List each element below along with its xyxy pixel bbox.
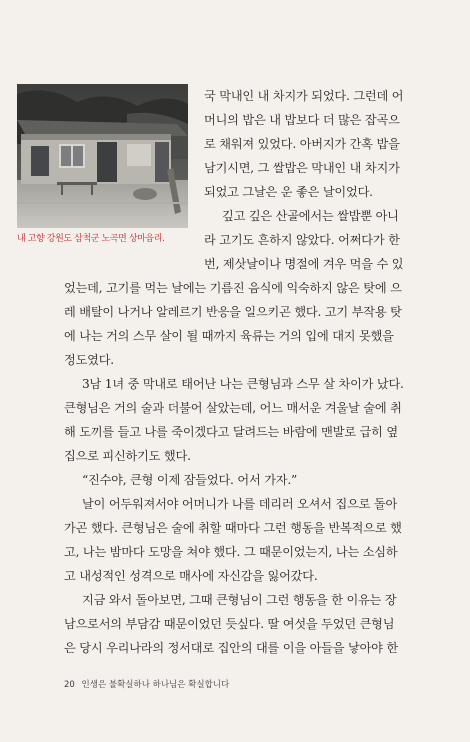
body-text-line: 날이 어두워져서야 어머니가 나를 데리러 오셔서 집으로 돌아 bbox=[82, 497, 398, 511]
body-text-line: 었는데, 고기를 먹는 날에는 기름진 음식에 익숙하지 않은 탓에 으 bbox=[64, 281, 402, 295]
body-text-line: 해 도끼를 들고 나를 죽이겠다고 달려드는 바람에 맨발로 급히 옆 bbox=[64, 425, 398, 439]
body-text-line: 되었고 그날은 운 좋은 날이었다. bbox=[204, 185, 373, 199]
body-text-line: 남기시면, 그 쌀밥은 막내인 내 차지가 bbox=[204, 161, 400, 175]
body-text-line: 국 막내인 내 차지가 되었다. 그런데 어 bbox=[204, 89, 404, 103]
body-text-line: 고 내성적인 성격으로 매사에 자신감을 잃어갔다. bbox=[64, 569, 318, 583]
body-text-line: 남으로서의 부담감 때문이었던 듯싶다. 딸 여섯을 두었던 큰형님 bbox=[64, 617, 395, 631]
body-text-line: 지금 와서 돌아보면, 그때 큰형님이 그런 행동을 한 이유는 장 bbox=[82, 593, 397, 607]
body-text-line: 집으로 피신하기도 했다. bbox=[64, 449, 191, 463]
book-title: 인생은 불확실하나 하나님은 확실합니다 bbox=[81, 680, 230, 690]
body-text-line: 레 배탈이 나거나 알레르기 반응을 일으키곤 했다. 고기 부작용 탓 bbox=[64, 305, 402, 319]
body-text-line: 고, 나는 밤마다 도망을 쳐야 했다. 그 때문이었는지, 나는 소심하 bbox=[64, 545, 398, 559]
body-text-line: 가곤 했다. 큰형님은 술에 취할 때마다 그런 행동을 반복적으로 했 bbox=[64, 521, 402, 535]
body-text-line: 정도였다. bbox=[64, 353, 114, 367]
body-text-line: 은 당시 우리나라의 정서대로 집안의 대를 이을 아들을 낳아야 한 bbox=[64, 641, 398, 655]
body-text-line: 번, 제삿날이나 명절에 겨우 먹을 수 있 bbox=[204, 257, 404, 271]
body-text-line: 3남 1녀 중 막내로 태어난 나는 큰형님과 스무 살 차이가 났다. bbox=[82, 377, 404, 391]
body-text-line: 큰형님은 거의 술과 더불어 살았는데, 어느 매서운 겨울날 술에 취 bbox=[64, 401, 402, 415]
photo-caption: 내 고향 강원도 삼척군 노곡면 상마읍리. bbox=[17, 234, 165, 244]
body-text-line: 라 고기도 흔하지 않았다. 어쩌다가 한 bbox=[204, 233, 400, 247]
body-text-line: 에 나는 거의 스무 살이 될 때까지 육류는 거의 입에 대지 못했을 bbox=[64, 329, 394, 343]
page-footer bbox=[64, 678, 229, 690]
body-text-line: 로 채워져 있었다. 아버지가 간혹 밥을 bbox=[204, 137, 400, 151]
body-text-line: “진수야, 큰형 이제 잠들었다. 어서 가자.” bbox=[82, 473, 298, 487]
hometown-house-photo bbox=[17, 84, 188, 228]
body-text-line: 깊고 깊은 산골에서는 쌀밥뿐 아니 bbox=[222, 209, 399, 223]
body-text-line: 머니의 밥은 내 밥보다 더 많은 잡곡으 bbox=[204, 113, 400, 127]
page-number: 20 bbox=[64, 680, 75, 690]
